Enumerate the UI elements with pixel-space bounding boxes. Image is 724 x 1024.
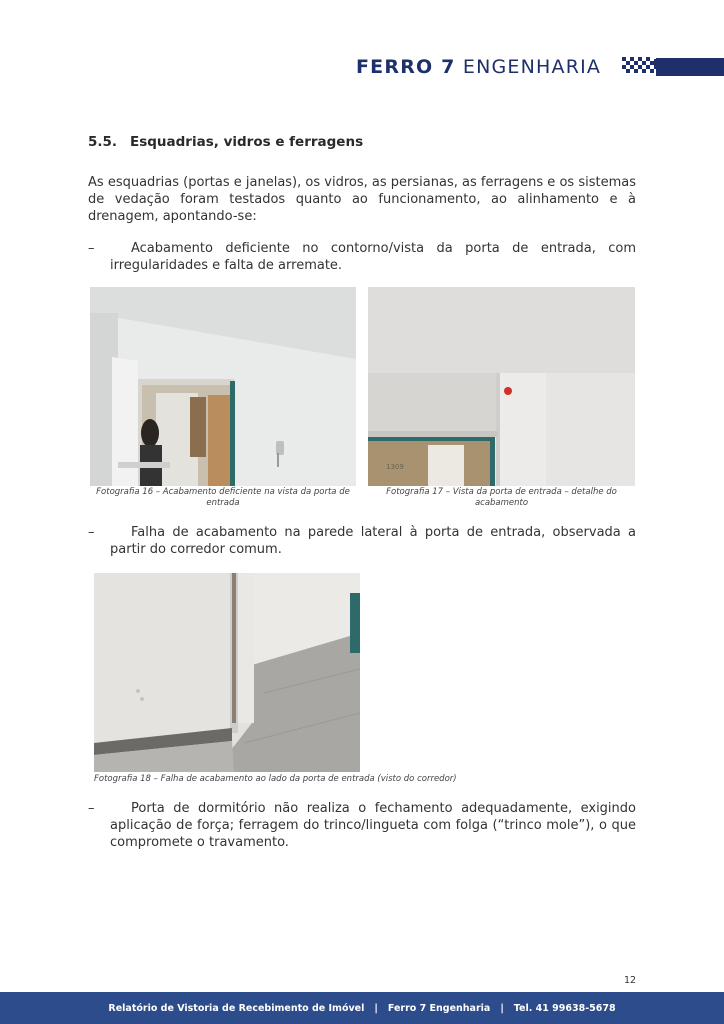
footer-separator: | xyxy=(374,1002,378,1014)
photo-17-image xyxy=(368,287,635,486)
bullet-item xyxy=(88,240,636,274)
footer-bar xyxy=(0,992,724,1024)
photo-16-caption: Fotografia 16 – Acabamento deficiente na vista da porta de entrada xyxy=(96,487,350,508)
footer-phone: Tel. 41 99638-5678 xyxy=(513,1002,616,1014)
photo-18-caption: Fotografia 18 – Falha de acabamento ao lado da porta de entrada (visto do corredor) xyxy=(94,774,457,784)
bullet-text: Falha de acabamento na parede lateral à porta de entrada, observada a partir do corredor comum. xyxy=(110,525,636,557)
section-number: 5.5. xyxy=(88,134,118,150)
footer-company: Ferro 7 Engenharia xyxy=(387,1002,491,1014)
company-logo xyxy=(356,52,601,82)
bullet-text: Porta de dormitório não realiza o fechamento adequadamente, exigindo aplicação de força; ferragem do trinco/lingueta com folga (“trinco mole”), o que compromete o travamento. xyxy=(110,801,636,850)
bullet-dash: – xyxy=(88,241,95,256)
photo-16 xyxy=(90,287,356,486)
photo-18 xyxy=(94,573,360,772)
logo-brand-light: ENGENHARIA xyxy=(462,56,602,78)
logo-brand-bold: FERRO 7 xyxy=(356,56,456,78)
photo-17-caption: Fotografia 17 – Vista da porta de entrada – detalhe do acabamento xyxy=(386,487,617,508)
photo-16-image xyxy=(90,287,356,486)
bullet-item xyxy=(88,800,636,851)
photo-17 xyxy=(368,287,635,486)
photo-17-door-number: 1309 xyxy=(386,463,404,471)
bullet-item xyxy=(88,524,636,558)
bullet-text: Acabamento deficiente no contorno/vista da porta de entrada, com irregularidades e falta de arremate. xyxy=(110,241,636,273)
footer-report-title: Relatório de Vistoria de Recebimento de Imóvel xyxy=(108,1002,365,1014)
header-accent-bar xyxy=(656,58,724,76)
bullet-dash: – xyxy=(88,525,95,540)
footer-separator: | xyxy=(500,1002,504,1014)
page-number: 12 xyxy=(624,975,637,986)
bullet-dash: – xyxy=(88,801,95,816)
intro-paragraph: As esquadrias (portas e janelas), os vidros, as persianas, as ferragens e os sistemas de vedação foram testados quanto ao funcionamento, ao alinhamento e à drenagem, apontando-se: xyxy=(88,175,636,224)
photo-18-image xyxy=(94,573,360,772)
section-title: Esquadrias, vidros e ferragens xyxy=(130,134,364,150)
section-heading xyxy=(88,134,363,150)
logo-wordmark xyxy=(356,56,601,78)
